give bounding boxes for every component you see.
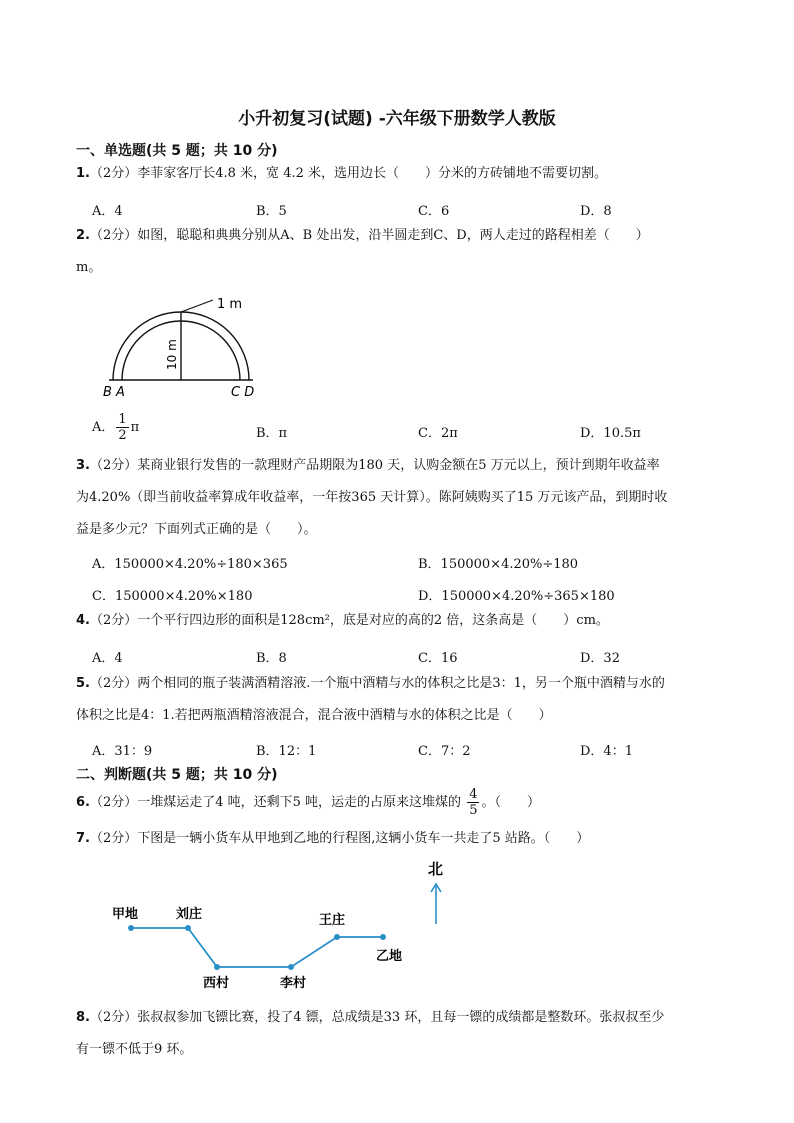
page-title: 小升初复习(试题) -六年级下册数学人教版 [238,109,556,129]
option-a[interactable]: A．4 [92,204,123,219]
station-label: 西村 [203,976,230,991]
question-number: 1. [76,166,90,181]
option-c[interactable]: C．150000×4.20%×180 [92,589,253,604]
station-dot [214,964,220,970]
question-2 [76,220,736,284]
option-a[interactable]: A．150000×4.20%÷180×365 [92,557,288,572]
question-8 [76,1002,736,1066]
question-text: 益是多少元？下面列式正确的是（ ）。 [76,522,317,537]
question-6: 6.（2分）一堆煤运走了4 吨，还剩下5 吨，运走的占原来这堆煤的 $\frac{4}{5}$ 。（ ） [76,787,540,818]
option-b[interactable]: B．150000×4.20%÷180 [418,557,579,572]
option-b[interactable]: B．8 [256,651,287,666]
station-label: 王庄 [319,913,346,928]
option-a[interactable]: A．4 [92,651,123,666]
station-label: 乙地 [376,949,403,964]
north-label: 北 [428,860,444,878]
option-c[interactable]: C．7：2 [418,744,471,759]
section-heading-true-false: 二、判断题(共 5 题；共 10 分) [76,767,278,783]
question-7 [76,823,736,855]
left-points-label: B A [103,385,125,400]
question-5 [76,668,736,732]
station-dot [128,925,134,931]
question-text: m。 [76,260,102,275]
right-points-label: C D [231,385,255,400]
station-dot [334,934,340,940]
question-number: 4. [76,613,90,628]
fraction-four-fifths: $\frac{4}{5}$ [469,787,478,818]
option-d[interactable]: D．8 [580,204,612,219]
section-heading-single-choice: 一、单选题(共 5 题；共 10 分) [76,143,278,159]
radius-label: 10 m [165,339,179,370]
station-label: 刘庄 [176,907,203,922]
question-4 [76,605,736,637]
option-a[interactable]: A．31：9 [92,744,153,759]
question-number: 3. [76,458,90,473]
question-text: （2分）李菲家客厅长4.8 米，宽 4.2 米，选用边长（ ）分米的方砖铺地不需要切割。 [89,166,608,181]
question-3 [76,450,736,546]
question-number: 8. [76,1010,90,1025]
option-b[interactable]: B．5 [256,204,287,219]
option-b[interactable]: B．π [256,426,288,441]
option-d[interactable]: D．150000×4.20%÷365×180 [418,589,615,604]
question-number: 7. [76,831,90,846]
option-d[interactable]: D．4：1 [580,744,633,759]
question-number: 5. [76,676,90,691]
option-a[interactable]: A． $\frac{1}{2}$ π [92,412,140,443]
station-dot [288,964,294,970]
question-text: （2分）某商业银行发售的一款理财产品期限为180 天，认购金额在5 万元以上，预计到期年收益率 [89,458,660,473]
question-number: 2. [76,228,90,243]
fraction-half: $\frac{1}{2}$ [118,412,127,443]
width-label: 1 m [217,297,243,312]
question-text: （2分）如图，聪聪和典典分别从A、B 处出发，沿半圆走到C、D，两人走过的路程相差（ ） [89,228,649,243]
question-text: 有一镖不低于9 环。 [76,1042,193,1057]
option-d[interactable]: D．32 [580,651,620,666]
question-1 [76,158,736,190]
station-dot [380,934,386,940]
route-path [131,928,383,967]
option-b[interactable]: B．12：1 [256,744,317,759]
question-text: （2分）两个相同的瓶子装满酒精溶液.一个瓶中酒精与水的体积之比是3：1，另一个瓶中酒精与水的 [89,676,665,691]
question-text: 为4.20%（即当前收益率算成年收益率，一年按365 天计算）。陈阿姨购买了15 万元该产品，到期时收 [76,490,668,505]
route-map-figure [100,852,460,992]
question-text: （2分）下图是一辆小货车从甲地到乙地的行程图,这辆小货车一共走了5 站路。（ ） [89,831,590,846]
station-label: 李村 [280,976,307,991]
option-c[interactable]: C．6 [418,204,450,219]
question-text: （2分）一个平行四边形的面积是128cm²，底是对应的高的2 倍，这条高是（ ）cm。 [89,613,609,628]
question-text: （2分）一堆煤运走了4 吨，还剩下5 吨，运走的占原来这堆煤的 [89,795,462,810]
option-c[interactable]: C．2π [418,426,458,441]
option-c[interactable]: C．16 [418,651,458,666]
question-number: 6. [76,795,90,810]
option-d[interactable]: D．10.5π [580,426,641,441]
question-text: 体积之比是4：1.若把两瓶酒精溶液混合，混合液中酒精与水的体积之比是（ ） [76,708,552,723]
semicircle-track-figure [95,292,275,402]
station-dot [185,925,191,931]
station-label: 甲地 [112,907,139,922]
question-text: （2分）张叔叔参加飞镖比赛，投了4 镖，总成绩是33 环，且每一镖的成绩都是整数环。张叔叔至少 [89,1010,665,1025]
